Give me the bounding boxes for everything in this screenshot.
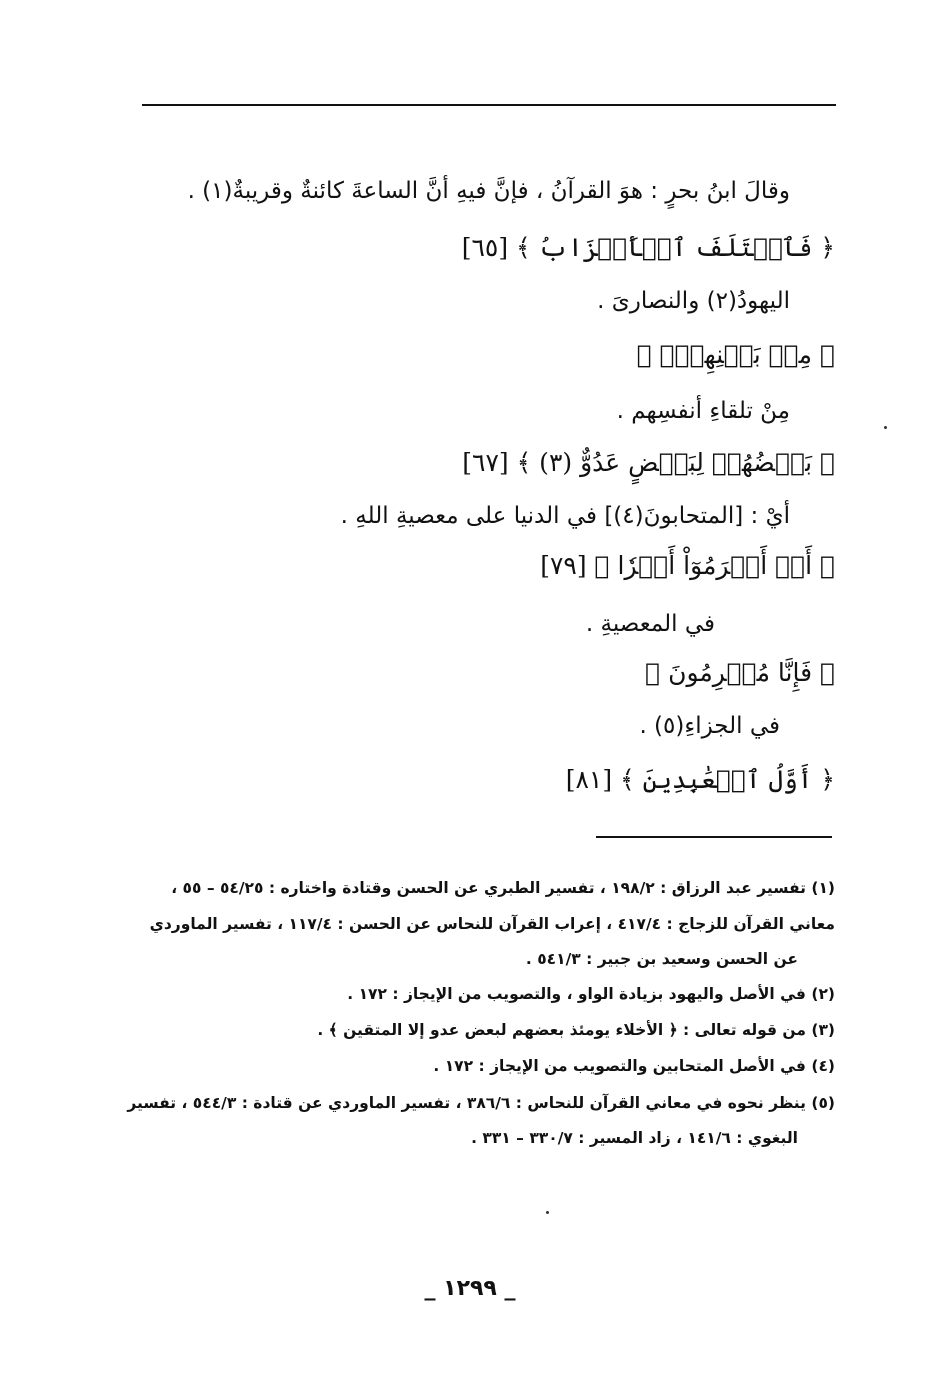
speck xyxy=(546,1211,549,1214)
text-line: وقالَ ابنُ بحرٍ : هوَ القرآنُ ، فإنَّ فيهِ أنَّ الساعةَ كائنةٌ وقريبةٌ(١) . xyxy=(187,178,790,204)
text-line: اليهودُ(٢) والنصارىَ . xyxy=(597,288,790,314)
quran-verse: ﴿ فَإِنَّا مُبۡرِمُونَ ﴾ xyxy=(645,658,835,687)
quran-verse: ﴿ بَعۡضُهُمۡ لِبَعۡضٍ عَدُوٌّ (٣) ﴾ [٦٧] xyxy=(462,448,835,477)
footnote-rule xyxy=(596,836,832,838)
text-line: في المعصيةِ . xyxy=(585,611,715,637)
text-line: في الجزاءِ(٥) . xyxy=(639,713,780,739)
speck xyxy=(884,426,887,429)
quran-verse: ﴿ فَٱخۡتَلَفَ ٱلۡأَحۡزَابُ ﴾ [٦٥] xyxy=(461,233,835,262)
footnote-line: (٣) من قوله تعالى : ﴿ الأخلاء يومئذ بعضهم لبعض عدو إلا المتقين ﴾ . xyxy=(317,1021,835,1039)
quran-verse: ﴿ أَمۡ أَبۡرَمُوٓاْ أَمۡرٗا ﴾ [٧٩] xyxy=(540,551,835,580)
footnote-line: البغوي : ١٤١/٦ ، زاد المسير : ٣٣٠/٧ – ٣٣١ . xyxy=(471,1129,798,1147)
text-line: أيْ : [المتحابونَ(٤)] في الدنيا على معصيةِ اللهِ . xyxy=(340,503,790,529)
footnote-line: عن الحسن وسعيد بن جبير : ٥٤١/٣ . xyxy=(525,950,798,968)
footnote-line: (٢) في الأصل واليهود بزيادة الواو ، والتصويب من الإيجاز : ١٧٢ . xyxy=(347,985,835,1003)
footnote-line: (١) تفسير عبد الرزاق : ١٩٨/٢ ، تفسير الطبري عن الحسن وقتادة واختاره : ٥٤/٢٥ – ٥٥ ، xyxy=(171,879,835,897)
quran-verse: ﴿ مِنۢ بَيۡنِهِمۡۖ ﴾ xyxy=(636,340,835,369)
top-rule xyxy=(142,104,836,106)
quran-verse: ﴿ أَوَّلُ ٱلۡعَٰبِدِينَ ﴾ [٨١] xyxy=(565,765,835,794)
page-number: _ ١٢٩٩ _ xyxy=(424,1276,516,1301)
footnote-line: معاني القرآن للزجاج : ٤١٧/٤ ، إعراب القرآن للنحاس عن الحسن : ١١٧/٤ ، تفسير الماوردي xyxy=(149,915,835,933)
footnote-line: (٥) ينظر نحوه في معاني القرآن للنحاس : ٣٨٦/٦ ، تفسير الماوردي عن قتادة : ٥٤٤/٣ ، تفسير xyxy=(127,1094,835,1112)
text-line: مِنْ تلقاءِ أنفسِهم . xyxy=(616,398,790,424)
footnote-line: (٤) في الأصل المتحابين والتصويب من الإيجاز : ١٧٢ . xyxy=(433,1057,835,1075)
